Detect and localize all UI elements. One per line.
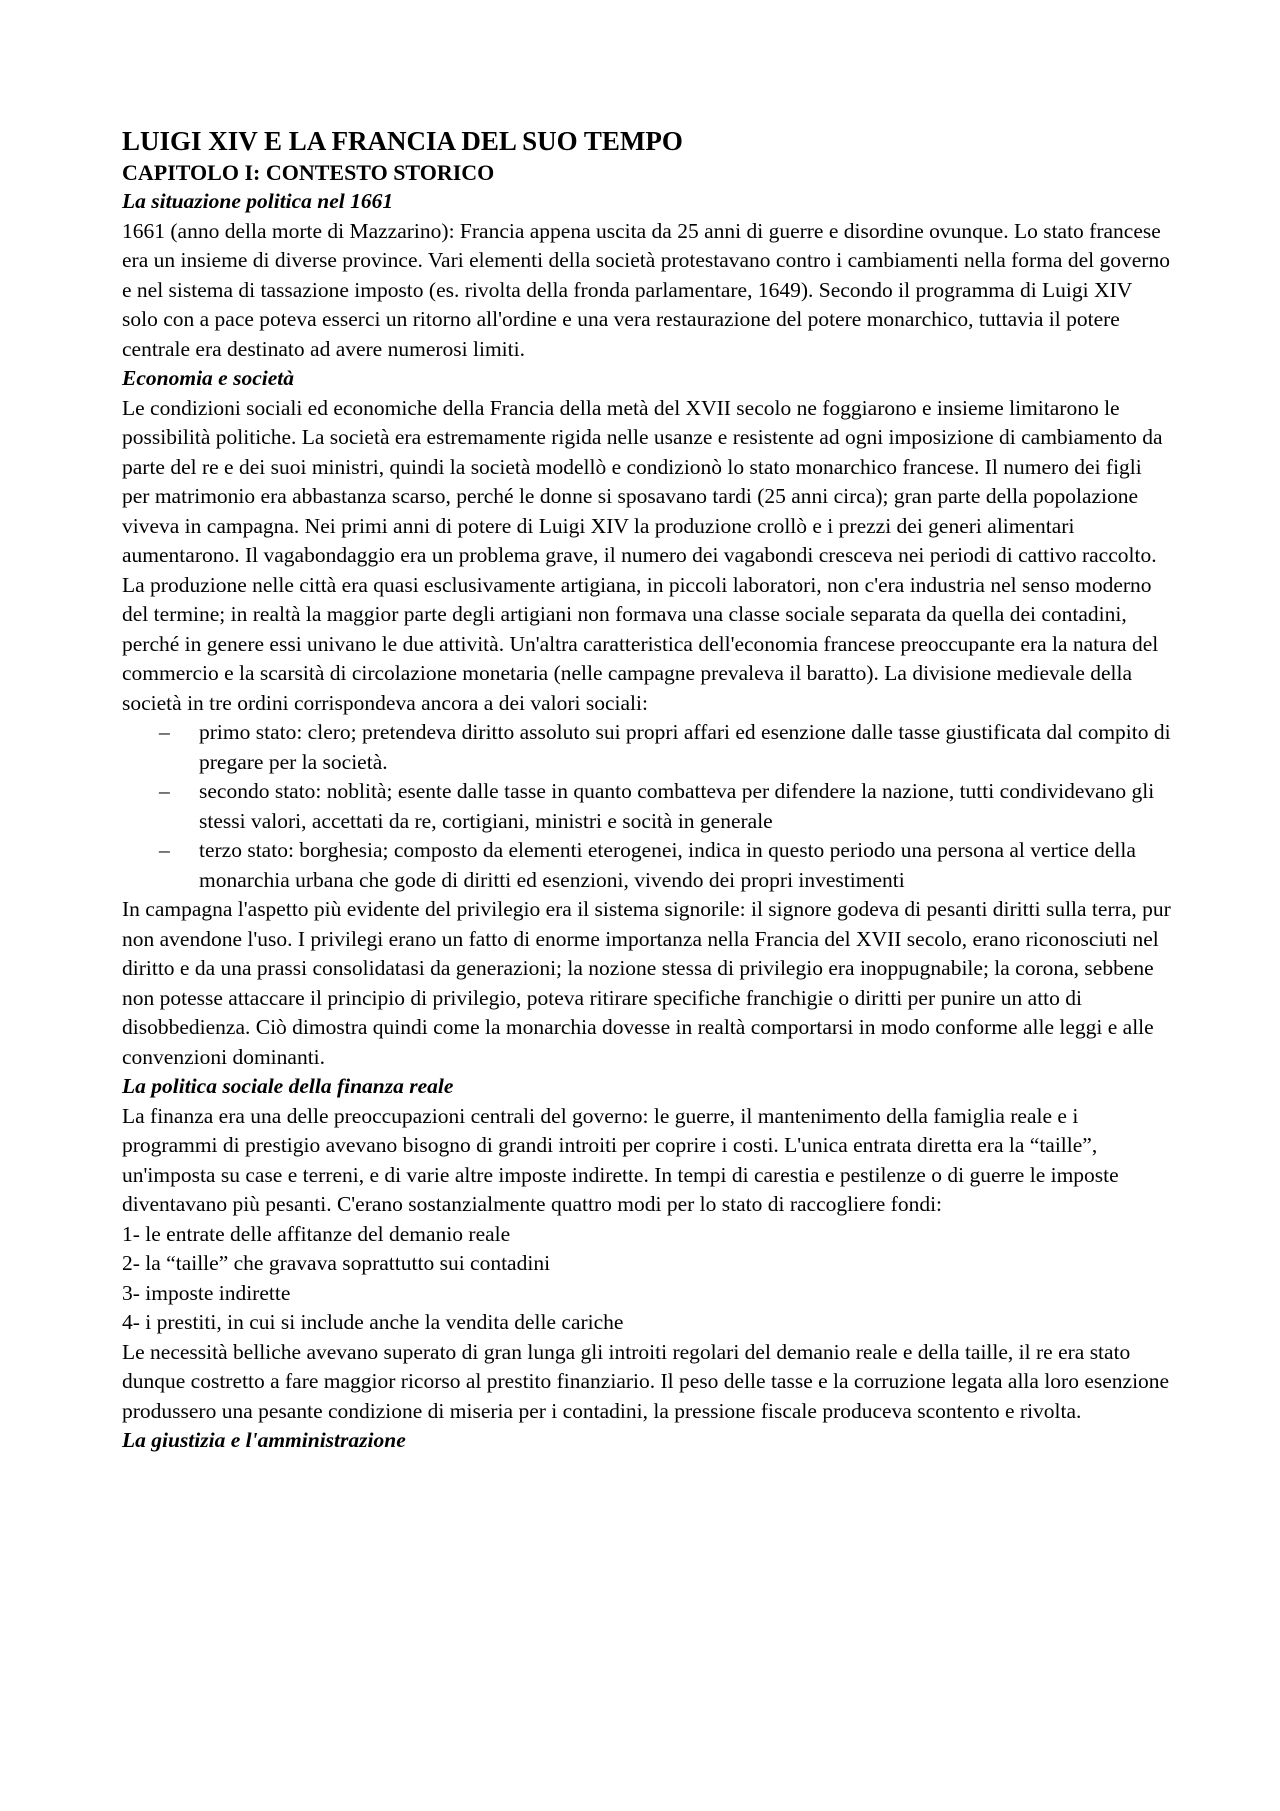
document-page bbox=[122, 124, 1172, 1456]
paragraph-necessita-belliche: Le necessità belliche avevano superato di gran lunga gli introiti regolari del demanio reale e della taille, il re era stato dunque costretto a fare maggior ricorso al prestito finanziario. Il peso delle tasse e la corruzione legata alla loro esenzione produssero una pesante condizione di miseria per i contadini, la pressione fiscale produceva scontento e rivolta. bbox=[122, 1339, 1170, 1423]
list-item-text: primo stato: clero; pretendeva diritto assoluto sui propri affari ed esenzione dalle tasse giustificata dal compito di pregare per la società. bbox=[199, 720, 1171, 774]
list-item-text: secondo stato: noblità; esente dalle tasse in quanto combatteva per difendere la nazione, tutti condividevano gli stessi valori, accettati da re, cortigiani, ministri e socità in generale bbox=[199, 779, 1155, 833]
document-title: LUIGI XIV E LA FRANCIA DEL SUO TEMPO bbox=[122, 126, 683, 156]
list-item-text: terzo stato: borghesia; composto da elementi eterogenei, indica in questo periodo una persona al vertice della monarchia urbana che gode di diritti ed esenzioni, vivendo dei propri investimenti bbox=[199, 838, 1136, 892]
paragraph-privilegio: In campagna l'aspetto più evidente del privilegio era il sistema signorile: il signore godeva di pesanti diritti sulla terra, pur non avendone l'uso. I privilegi erano un fatto di enorme importanza nella Francia del XVII secolo, erano riconosciuti nel diritto e da una prassi consolidatasi da generazioni; la nozione stessa di privilegio era inoppugnabile; la corona, sebbene non potesse attaccare il principio di privilegio, poteva ritirare specifiche franchigie o diritti per punire un atto di disobbedienza. Ciò dimostra quindi come la monarchia dovesse in realtà comportarsi in modo conforme alle leggi e alle convenzioni dominanti. bbox=[122, 897, 1171, 1069]
dash-bullet-icon: – bbox=[159, 779, 170, 803]
paragraph-finanza-reale: La finanza era una delle preoccupazioni centrali del governo: le guerre, il mantenimento della famiglia reale e i programmi di prestigio avevano bisogno di grandi introiti per coprire i costi. L'unica entrata diretta era la “taille”, un'imposta su case e terreni, e di varie altre imposte indirette. In tempi di carestia e pestilenze o di guerre le imposte diventavano più pesanti. C'erano sostanzialmente quattro modi per lo stato di raccogliere fondi: bbox=[122, 1103, 1119, 1216]
list-item: 2- la “taille” che gravava soprattutto sui contadini bbox=[122, 1251, 551, 1275]
section-heading-situazione-politica: La situazione politica nel 1661 bbox=[122, 189, 394, 213]
dash-bullet-icon: – bbox=[159, 720, 170, 744]
section-heading-finanza-reale: La politica sociale della finanza reale bbox=[122, 1074, 454, 1098]
list-item: 3- imposte indirette bbox=[122, 1280, 291, 1305]
bullet-list-tre-ordini bbox=[122, 718, 1172, 895]
numbered-list-fondi bbox=[122, 1220, 1172, 1338]
list-item: 4- i prestiti, in cui si include anche la vendita delle cariche bbox=[122, 1310, 624, 1334]
list-item-secondo-stato bbox=[122, 777, 1172, 836]
section-heading-giustizia-amministrazione: La giustizia e l'amministrazione bbox=[122, 1428, 406, 1452]
chapter-heading: CAPITOLO I: CONTESTO STORICO bbox=[122, 160, 495, 185]
dash-bullet-icon: – bbox=[159, 838, 170, 862]
list-item-terzo-stato bbox=[122, 836, 1172, 895]
list-item-primo-stato bbox=[122, 718, 1172, 777]
paragraph-situazione-politica: 1661 (anno della morte di Mazzarino): Francia appena uscita da 25 anni di guerre e disordine ovunque. Lo stato francese era un insieme di diverse province. Vari elementi della società protestavano contro i cambiamenti nella forma del governo e nel sistema di tassazione imposto (es. rivolta della fronda parlamentare, 1649). Secondo il programma di Luigi XIV solo con a pace poteva esserci un ritorno all'ordine e una vera restaurazione del potere monarchico, tuttavia il potere centrale era destinato ad avere numerosi limiti. bbox=[122, 218, 1170, 361]
list-item: 1- le entrate delle affitanze del demanio reale bbox=[122, 1221, 511, 1246]
section-heading-economia-societa: Economia e società bbox=[122, 366, 294, 390]
paragraph-economia-societa: Le condizioni sociali ed economiche della Francia della metà del XVII secolo ne foggiarono e insieme limitarono le possibilità politiche. La società era estremamente rigida nelle usanze e resistente ad ogni imposizione di cambiamento da parte del re e dei suoi ministri, quindi la società modellò e condizionò lo stato monarchico francese. Il numero dei figli per matrimonio era abbastanza scarso, perché le donne si sposavano tardi (25 anni circa); gran parte della popolazione viveva in campagna. Nei primi anni di potere di Luigi XIV la produzione crollò e i prezzi dei generi alimentari aumentarono. Il vagabondaggio era un problema grave, il numero dei vagabondi cresceva nei periodi di cattivo raccolto. La produzione nelle città era quasi esclusivamente artigiana, in piccoli laboratori, non c'era industria nel senso moderno del termine; in realtà la maggior parte degli artigiani non formava una classe sociale separata da quella dei contadini, perché in genere essi univano le due attività. Un'altra caratteristica dell'economia francese preoccupante era la natura del commercio e la scarsità di circolazione monetaria (nelle campagne prevaleva il baratto). La divisione medievale della società in tre ordini corrispondeva ancora a dei valori sociali: bbox=[122, 395, 1163, 715]
